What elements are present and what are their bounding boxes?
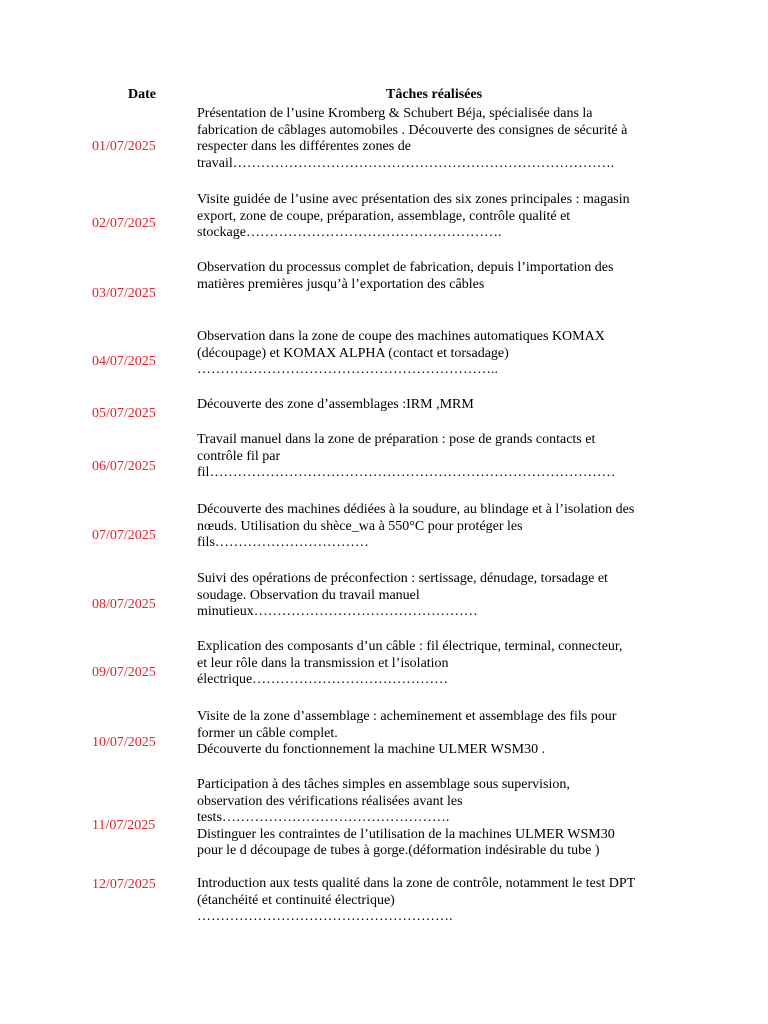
column-header-tasks: Tâches réalisées xyxy=(386,87,483,102)
row-date: 10/07/2025 xyxy=(92,735,156,750)
task-line: ……………………………………………………….. xyxy=(197,362,498,378)
task-line: Découverte des zone d’assemblages :IRM ,MRM xyxy=(197,397,474,412)
row-date: 09/07/2025 xyxy=(92,665,156,680)
row-date: 06/07/2025 xyxy=(92,459,156,474)
task-line: observation des vérifications réalisées avant les xyxy=(197,793,463,809)
row-date: 04/07/2025 xyxy=(92,354,156,369)
task-line: Observation dans la zone de coupe des machines automatiques KOMAX xyxy=(197,329,605,344)
row-task-description xyxy=(197,639,687,689)
task-line: Découverte du fonctionnement la machine ULMER WSM30 . xyxy=(197,742,546,758)
task-line: former un câble complet. xyxy=(197,725,338,741)
row-task-description xyxy=(197,192,687,242)
row-task-description xyxy=(197,432,687,482)
task-line: nœuds. Utilisation du shèce_wa à 550°C pour protéger les xyxy=(197,518,523,534)
task-line: fils…………………………… xyxy=(197,535,369,551)
task-line: minutieux………………………………………… xyxy=(197,604,478,620)
task-line: fil…………………………………………………………………………… xyxy=(197,465,616,481)
task-line: stockage………………………………………………. xyxy=(197,225,502,241)
task-line: électrique…………………………………… xyxy=(197,672,449,688)
row-task-description xyxy=(197,571,687,621)
task-line: (étanchéité et continuité électrique) xyxy=(197,892,395,908)
column-header-date: Date xyxy=(128,87,156,102)
task-line: soudage. Observation du travail manuel xyxy=(197,587,420,603)
task-line: pour le d découpage de tubes à gorge.(déformation indésirable du tube ) xyxy=(197,843,600,859)
row-task-description xyxy=(197,709,687,759)
task-line: Introduction aux tests qualité dans la zone de contrôle, notamment le test DPT xyxy=(197,876,636,891)
row-date: 08/07/2025 xyxy=(92,597,156,612)
task-line: Suivi des opérations de préconfection : sertissage, dénudage, torsadage et xyxy=(197,571,608,586)
row-task-description xyxy=(197,260,687,293)
task-line: (découpage) et KOMAX ALPHA (contact et torsadage) xyxy=(197,345,509,361)
row-date: 05/07/2025 xyxy=(92,406,156,421)
row-date: 12/07/2025 xyxy=(92,877,156,892)
task-line: respecter dans les différentes zones de xyxy=(197,139,411,155)
task-line: matières premières jusqu’à l’exportation des câbles xyxy=(197,276,485,292)
task-line: fabrication de câblages automobiles . Découverte des consignes de sécurité à xyxy=(197,122,628,138)
task-line: Visite guidée de l’usine avec présentation des six zones principales : magasin xyxy=(197,192,630,207)
row-date: 11/07/2025 xyxy=(92,818,156,833)
row-task-description xyxy=(197,777,687,860)
task-line: et leur rôle dans la transmission et l’isolation xyxy=(197,655,449,671)
row-task-description xyxy=(197,329,687,379)
row-task-description xyxy=(197,876,687,926)
row-date: 03/07/2025 xyxy=(92,286,156,301)
row-date: 01/07/2025 xyxy=(92,139,156,154)
row-task-description xyxy=(197,106,687,172)
task-line: Découverte des machines dédiées à la soudure, au blindage et à l’isolation des xyxy=(197,502,635,517)
row-task-description xyxy=(197,502,687,552)
task-line: Distinguer les contraintes de l’utilisation de la machines ULMER WSM30 xyxy=(197,826,615,842)
row-date: 02/07/2025 xyxy=(92,216,156,231)
task-line: Présentation de l’usine Kromberg & Schubert Béja, spécialisée dans la xyxy=(197,106,593,121)
row-task-description xyxy=(197,397,687,414)
task-line: tests…………………………………………. xyxy=(197,810,450,826)
task-line: Visite de la zone d’assemblage : acheminement et assemblage des fils pour xyxy=(197,709,617,724)
task-line: travail………………………………………………………………………. xyxy=(197,155,615,171)
task-line: Travail manuel dans la zone de préparation : pose de grands contacts et xyxy=(197,432,596,447)
task-line: Explication des composants d’un câble : fil électrique, terminal, connecteur, xyxy=(197,639,623,654)
task-line: Participation à des tâches simples en assemblage sous supervision, xyxy=(197,777,570,792)
task-line: export, zone de coupe, préparation, assemblage, contrôle qualité et xyxy=(197,208,571,224)
task-line: ………………………………………………. xyxy=(197,909,453,925)
task-line: contrôle fil par xyxy=(197,448,281,464)
row-date: 07/07/2025 xyxy=(92,528,156,543)
task-line: Observation du processus complet de fabrication, depuis l’importation des xyxy=(197,260,614,275)
